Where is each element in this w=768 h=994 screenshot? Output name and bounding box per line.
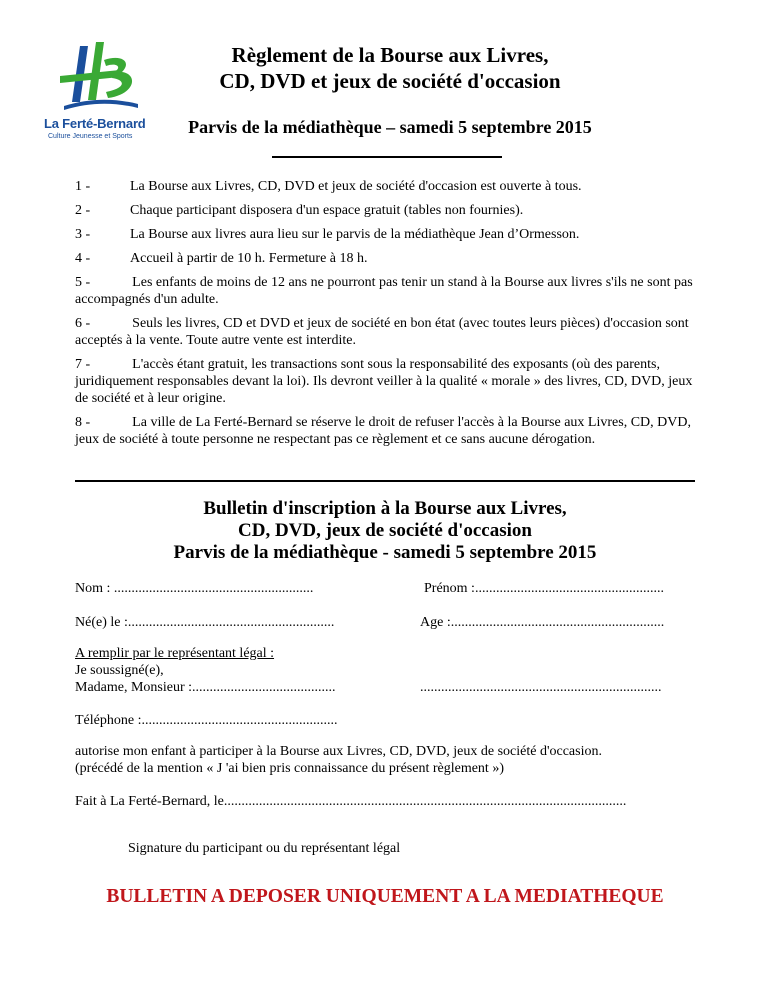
age-field[interactable]: Age :............................................................. — [420, 615, 665, 630]
logo-emblem-icon — [50, 40, 146, 114]
rule-item — [75, 226, 695, 243]
town-logo — [44, 40, 148, 140]
birthdate-field[interactable]: Né(e) le :........................................................... — [75, 615, 335, 630]
form-title — [75, 498, 695, 564]
title-line-1: Règlement de la Bourse aux Livres, — [231, 43, 549, 67]
rule-text: Chaque participant disposera d'un espace gratuit (tables non fournies). — [130, 203, 524, 218]
rule-number: 6 - — [75, 316, 91, 331]
form-title-line-2: CD, DVD, jeux de société d'occasion — [238, 520, 532, 541]
deposit-notice: BULLETIN A DEPOSER UNIQUEMENT A LA MEDIATHEQUE — [106, 886, 664, 907]
logo-tagline: Culture Jeunesse et Sports — [48, 133, 133, 140]
authorization-text-2: (précédé de la mention « J 'ai bien pris connaissance du présent règlement ») — [75, 761, 504, 776]
rule-item — [75, 250, 695, 267]
prenom-field[interactable]: Prénom :...................................................... — [424, 581, 664, 596]
nom-field[interactable]: Nom : ......................................................... — [75, 581, 314, 596]
rule-text: Les enfants de moins de 12 ans ne pourront pas tenir un stand à la Bourse aux livres s'ils ne sont pas accompagnés d'un adulte. — [75, 275, 693, 307]
rule-item — [75, 356, 695, 407]
rule-text: La Bourse aux Livres, CD, DVD et jeux de société d'occasion est ouverte à tous. — [130, 179, 582, 194]
soussigne-label: Je soussigné(e), — [75, 663, 164, 678]
logo-town-name: La Ferté-Bernard — [44, 116, 146, 131]
rule-text: La Bourse aux livres aura lieu sur le parvis de la médiathèque Jean d’Ormesson. — [130, 227, 580, 242]
rule-item — [75, 414, 695, 448]
rule-number: 7 - — [75, 357, 91, 372]
rule-item — [75, 274, 695, 308]
rule-number: 4 - — [75, 251, 91, 266]
rule-text: L'accès étant gratuit, les transactions sont sous la responsabilité des exposants (où des parents, juridiquement responsables devant la loi). Ils devront veiller à la qualité « morale » des livres, CD, DVD, jeux de société et à leur origine. — [75, 357, 693, 406]
rule-text: La ville de La Ferté-Bernard se réserve le droit de refuser l'accès à la Bourse aux Livres, CD, DVD, jeux de société à toute personne ne respectant pas ce règlement et ce sans aucune dérogation. — [75, 415, 691, 447]
authorization-text-1: autorise mon enfant à participer à la Bourse aux Livres, CD, DVD, jeux de société d'occasion. — [75, 744, 602, 759]
section-divider — [75, 480, 695, 482]
rule-item — [75, 178, 695, 195]
rule-number: 5 - — [75, 275, 91, 290]
rule-text: Accueil à partir de 10 h. Fermeture à 18 h. — [130, 251, 368, 266]
page-title — [150, 42, 630, 94]
signature-label: Signature du participant ou du représentant légal — [128, 841, 401, 856]
title-line-2: CD, DVD et jeux de société d'occasion — [219, 69, 561, 93]
form-title-line-3: Parvis de la médiathèque - samedi 5 septembre 2015 — [173, 542, 597, 563]
date-place-field[interactable]: Fait à La Ferté-Bernard, le................................................................................................................... — [75, 794, 627, 809]
title-divider — [272, 156, 502, 158]
representative-name-field[interactable]: ..................................................................... — [420, 680, 662, 695]
page-subtitle: Parvis de la médiathèque – samedi 5 septembre 2015 — [188, 117, 592, 137]
telephone-field[interactable]: Téléphone :........................................................ — [75, 713, 338, 728]
madame-monsieur-field[interactable]: Madame, Monsieur :......................................... — [75, 680, 336, 695]
rule-number: 3 - — [75, 227, 91, 242]
rule-text: Seuls les livres, CD et DVD et jeux de société en bon état (avec toutes leurs pièces) d'occasion sont acceptés à la vente. Toute autre vente est interdite. — [75, 316, 689, 348]
rule-number: 2 - — [75, 203, 91, 218]
rule-item — [75, 315, 695, 349]
rule-number: 8 - — [75, 415, 91, 430]
rule-number: 1 - — [75, 179, 91, 194]
rule-item — [75, 202, 695, 219]
form-title-line-1: Bulletin d'inscription à la Bourse aux Livres, — [203, 498, 567, 519]
legal-rep-heading: A remplir par le représentant légal : — [75, 646, 275, 661]
